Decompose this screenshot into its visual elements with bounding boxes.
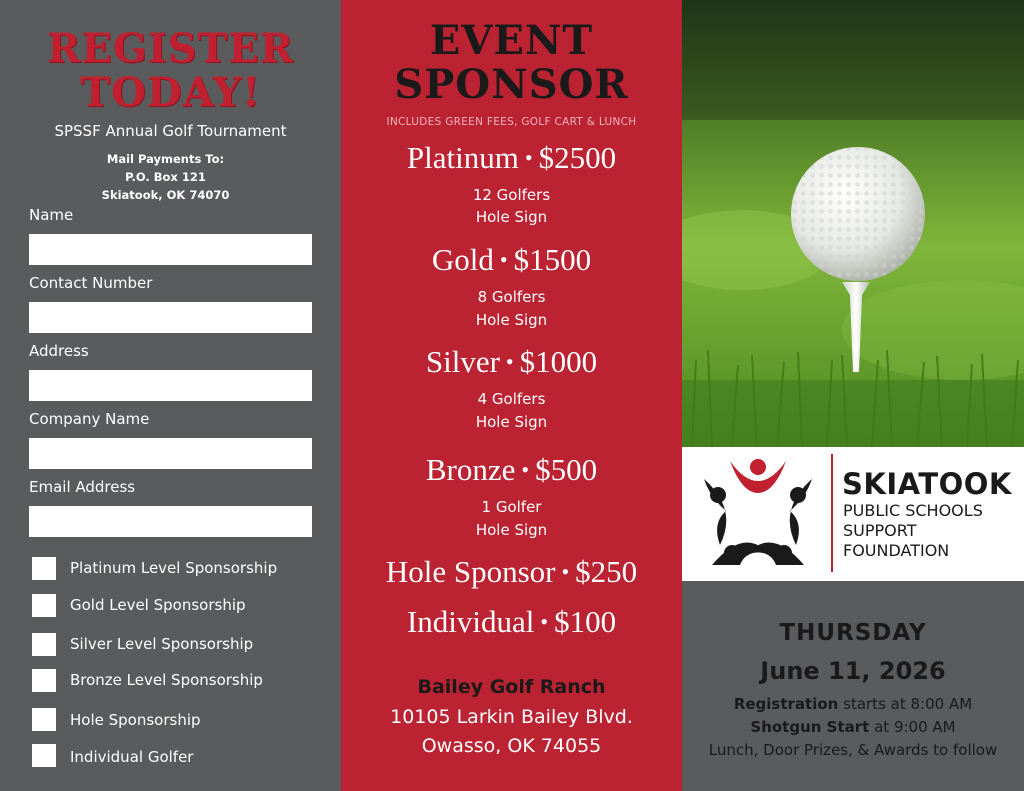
event-info-panel <box>682 0 1024 791</box>
event-extras: Lunch, Door Prizes, & Awards to follow <box>708 741 998 759</box>
email-address-field[interactable] <box>29 506 312 537</box>
company-name-label: Company Name <box>29 410 150 428</box>
platinum-option-label: Platinum Level Sponsorship <box>70 559 278 577</box>
tier-price: $2500 <box>538 140 617 175</box>
hole-sponsorship-option-label: Hole Sponsorship <box>70 711 201 729</box>
separator-dot: • <box>521 457 530 482</box>
tier-price: $500 <box>535 452 598 487</box>
separator-dot: • <box>540 609 549 634</box>
bronze-option-label: Bronze Level Sponsorship <box>70 671 263 689</box>
individual-golfer-option-label: Individual Golfer <box>70 748 194 766</box>
event-day: THURSDAY <box>779 620 927 646</box>
tier-silver <box>341 344 682 380</box>
venue-street: 10105 Larkin Bailey Blvd. <box>390 706 633 728</box>
registration-panel <box>0 0 341 791</box>
tier-hole-sponsor <box>341 554 682 590</box>
hole-sponsorship-checkbox[interactable] <box>32 708 56 731</box>
tier-bronze-golfers: 1 Golfer <box>481 498 542 516</box>
registration-time <box>682 695 1024 713</box>
company-name-field[interactable] <box>29 438 312 469</box>
tier-price: $1500 <box>513 242 592 277</box>
separator-dot: • <box>499 247 508 272</box>
gold-option-label: Gold Level Sponsorship <box>70 596 246 614</box>
shotgun-time <box>682 718 1024 736</box>
address-field[interactable] <box>29 370 312 401</box>
logo-line3: SUPPORT <box>843 521 917 540</box>
tier-gold <box>341 242 682 278</box>
register-title-line1: REGISTER <box>47 25 294 72</box>
tier-silver-sign: Hole Sign <box>475 413 548 431</box>
mail-address-line2: Skiatook, OK 74070 <box>101 188 230 202</box>
tier-gold-golfers: 8 Golfers <box>477 288 546 306</box>
name-field[interactable] <box>29 234 312 265</box>
gold-checkbox[interactable] <box>32 594 56 617</box>
registration-label: Registration <box>733 695 839 713</box>
separator-dot: • <box>505 349 514 374</box>
silver-checkbox[interactable] <box>32 633 56 656</box>
shotgun-label: Shotgun Start <box>750 718 870 736</box>
logo-line2: PUBLIC SCHOOLS <box>843 501 983 520</box>
shotgun-text: at 9:00 AM <box>869 718 956 736</box>
tier-price: $1000 <box>519 344 598 379</box>
includes-note: INCLUDES GREEN FEES, GOLF CART & LUNCH <box>386 116 637 128</box>
tier-gold-sign: Hole Sign <box>475 311 548 329</box>
contact-number-label: Contact Number <box>29 274 153 292</box>
bronze-checkbox[interactable] <box>32 669 56 692</box>
silver-option-label: Silver Level Sponsorship <box>70 635 254 653</box>
separator-dot: • <box>524 145 533 170</box>
contact-number-field[interactable] <box>29 302 312 333</box>
individual-golfer-checkbox[interactable] <box>32 744 56 767</box>
logo-divider <box>831 454 833 572</box>
tier-silver-golfers: 4 Golfers <box>477 390 546 408</box>
foundation-logo <box>682 447 1024 581</box>
golf-ball-photo <box>682 0 1024 447</box>
registration-text: starts at 8:00 AM <box>838 695 973 713</box>
tier-name: Bronze <box>425 452 516 487</box>
tournament-name: SPSSF Annual Golf Tournament <box>54 122 287 140</box>
platinum-checkbox[interactable] <box>32 557 56 580</box>
tier-name: Platinum <box>406 140 519 175</box>
tier-name: Gold <box>431 242 494 277</box>
tier-platinum <box>341 140 682 176</box>
logo-line4: FOUNDATION <box>843 541 950 560</box>
event-date: June 11, 2026 <box>760 657 946 685</box>
tier-name: Hole Sponsor <box>385 554 556 589</box>
venue-name: Bailey Golf Ranch <box>417 676 606 698</box>
venue-city: Owasso, OK 74055 <box>421 735 602 757</box>
tier-individual <box>341 604 682 640</box>
tier-bronze <box>341 452 682 488</box>
mail-heading: Mail Payments To: <box>106 152 225 166</box>
event-title-line2: SPONSOR <box>394 61 629 108</box>
event-title-line1: EVENT <box>429 17 594 64</box>
email-address-label: Email Address <box>29 478 136 496</box>
address-label: Address <box>29 342 89 360</box>
mail-address-line1: P.O. Box 121 <box>125 170 206 184</box>
tier-platinum-sign: Hole Sign <box>475 208 548 226</box>
golf-ball-on-tee-image <box>682 0 1024 447</box>
tier-price: $250 <box>575 554 638 589</box>
sponsor-panel <box>341 0 682 791</box>
logo-name: SKIATOOK <box>842 467 1012 501</box>
tier-name: Silver <box>425 344 500 379</box>
tier-platinum-golfers: 12 Golfers <box>472 186 551 204</box>
tier-price: $100 <box>554 604 617 639</box>
people-circle-icon <box>694 453 824 573</box>
name-label: Name <box>29 206 74 224</box>
tier-name: Individual <box>406 604 535 639</box>
register-title-line2: TODAY! <box>80 69 261 116</box>
separator-dot: • <box>561 559 570 584</box>
tier-bronze-sign: Hole Sign <box>475 521 548 539</box>
